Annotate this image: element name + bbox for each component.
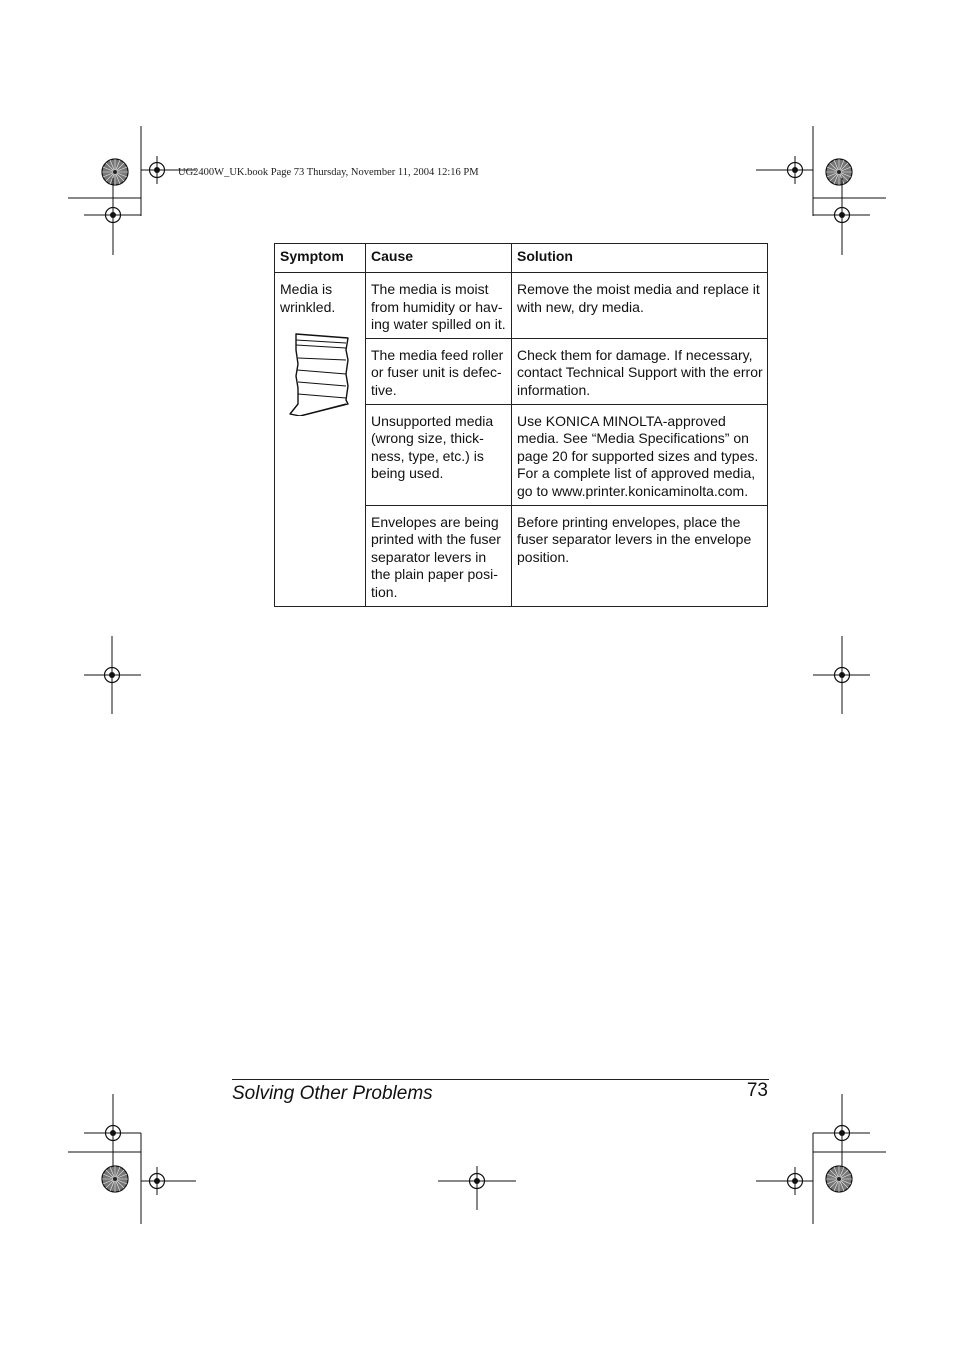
table-header-row — [275, 244, 768, 273]
cause-cell: The media is moist from humidity or hav-ing water spilled on it. — [366, 273, 512, 339]
footer-rule — [232, 1079, 769, 1080]
column-header-cause: Cause — [366, 244, 512, 273]
footer-section-title: Solving Other Problems — [232, 1083, 433, 1104]
cause-cell: The media feed roller or fuser unit is defec-tive. — [366, 338, 512, 404]
symptom-text: Media is wrinkled. — [280, 281, 336, 315]
solution-cell: Remove the moist media and replace it with new, dry media. — [512, 273, 768, 339]
column-header-symptom: Symptom — [275, 244, 366, 273]
troubleshooting-table — [274, 243, 768, 607]
table-row — [275, 273, 768, 339]
solution-cell: Use KONICA MINOLTA-approved media. See “Media Specifications” on page 20 for supported sizes and types. For a complete list of approved media, go to www.printer.konicaminolta.com. — [512, 404, 768, 505]
solution-cell: Check them for damage. If necessary, contact Technical Support with the error information. — [512, 338, 768, 404]
solution-cell: Before printing envelopes, place the fuser separator levers in the envelope position. — [512, 505, 768, 606]
print-slug: UG2400W_UK.book Page 73 Thursday, November 11, 2004 12:16 PM — [178, 167, 479, 178]
column-header-solution: Solution — [512, 244, 768, 273]
page-number: 73 — [746, 1080, 768, 1101]
wrinkled-paper-icon — [286, 330, 352, 416]
cause-cell: Unsupported media (wrong size, thick-ness, type, etc.) is being used. — [366, 404, 512, 505]
cause-cell: Envelopes are being printed with the fuser separator levers in the plain paper posi-tion. — [366, 505, 512, 606]
symptom-cell — [275, 273, 366, 607]
